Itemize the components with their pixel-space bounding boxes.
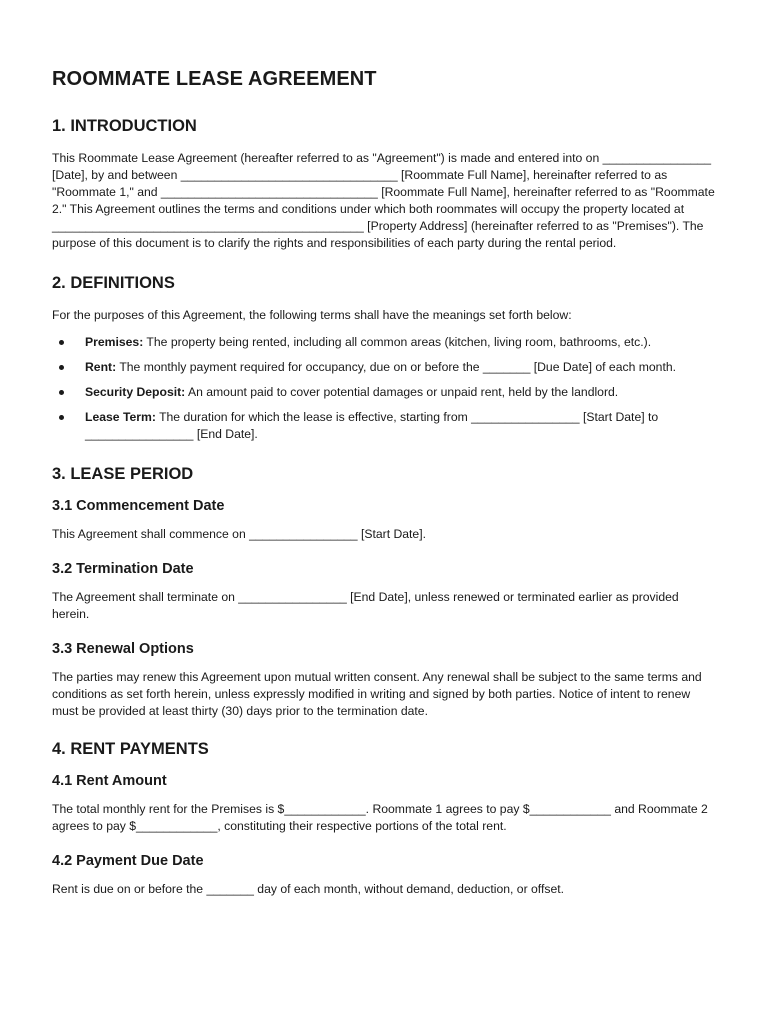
subsection-termination <box>52 561 718 623</box>
subsection-payment-due-date <box>52 853 718 898</box>
subsection-heading: 4.2 Payment Due Date <box>52 853 204 869</box>
subsection-heading: 3.3 Renewal Options <box>52 641 194 657</box>
definitions-list <box>52 334 718 443</box>
section-heading: 2. DEFINITIONS <box>52 274 175 292</box>
bullet-icon <box>59 415 64 420</box>
paragraph: This Roommate Lease Agreement (hereafter referred to as "Agreement") is made and entered into on ________________ [Date], by and between ________________________________ [Roommate Full Name], hereinafter referred to as "Roommate 1," and ________________________________ [Roommate Full Name], hereinafter referred to as "Roommate 2." This Agreement outlines the terms and conditions under which both roommates will occupy the property located at ______________________________________________ [Property Address] (hereinafter referred to as "Premises"). The purpose of this document is to clarify the rights and responsibilities of each party during the rental period. <box>52 151 715 250</box>
definition-term: Lease Term: <box>85 410 156 424</box>
subsection-renewal <box>52 641 718 720</box>
paragraph: The parties may renew this Agreement upon mutual written consent. Any renewal shall be subject to the same terms and conditions as set forth herein, unless expressly modified in writing and signed by both parties. Notice of intent to renew must be provided at least thirty (30) days prior to the termination date. <box>52 670 702 718</box>
subsection-commencement <box>52 498 718 543</box>
bullet-icon <box>59 390 64 395</box>
list-item <box>52 409 718 443</box>
definition-text: The property being rented, including all common areas (kitchen, living room, bathrooms, etc.). <box>143 335 652 349</box>
paragraph: Rent is due on or before the _______ day of each month, without demand, deduction, or offset. <box>52 882 564 896</box>
definition-text: The duration for which the lease is effective, starting from ________________ [Start Date] to ________________ [End Date]. <box>85 410 659 441</box>
list-item <box>52 359 718 376</box>
bullet-icon <box>59 365 64 370</box>
paragraph: The total monthly rent for the Premises is $____________. Roommate 1 agrees to pay $____________ and Roommate 2 agrees to pay $____________, constituting their respective portions of the total rent. <box>52 802 708 833</box>
paragraph: The Agreement shall terminate on ________________ [End Date], unless renewed or terminated earlier as provided herein. <box>52 590 679 621</box>
section-definitions <box>52 274 718 443</box>
list-item <box>52 384 718 401</box>
section-heading: 3. LEASE PERIOD <box>52 465 194 483</box>
section-heading: 1. INTRODUCTION <box>52 117 197 135</box>
definition-text: The monthly payment required for occupancy, due on or before the _______ [Due Date] of each month. <box>116 360 677 374</box>
section-heading: 4. RENT PAYMENTS <box>52 740 209 758</box>
definition-text: An amount paid to cover potential damages or unpaid rent, held by the landlord. <box>185 385 619 399</box>
bullet-icon <box>59 340 64 345</box>
subsection-rent-amount <box>52 773 718 835</box>
section-lease-period <box>52 465 718 720</box>
document-title: ROOMMATE LEASE AGREEMENT <box>52 68 377 90</box>
paragraph: For the purposes of this Agreement, the following terms shall have the meanings set forth below: <box>52 308 572 322</box>
definition-term: Rent: <box>85 360 117 374</box>
definition-term: Premises: <box>85 335 144 349</box>
paragraph: This Agreement shall commence on ________________ [Start Date]. <box>52 527 426 541</box>
list-item <box>52 334 718 351</box>
section-introduction <box>52 117 718 252</box>
section-rent-payments <box>52 740 718 898</box>
subsection-heading: 4.1 Rent Amount <box>52 773 167 789</box>
subsection-heading: 3.1 Commencement Date <box>52 498 225 514</box>
subsection-heading: 3.2 Termination Date <box>52 561 194 577</box>
definition-term: Security Deposit: <box>85 385 186 399</box>
